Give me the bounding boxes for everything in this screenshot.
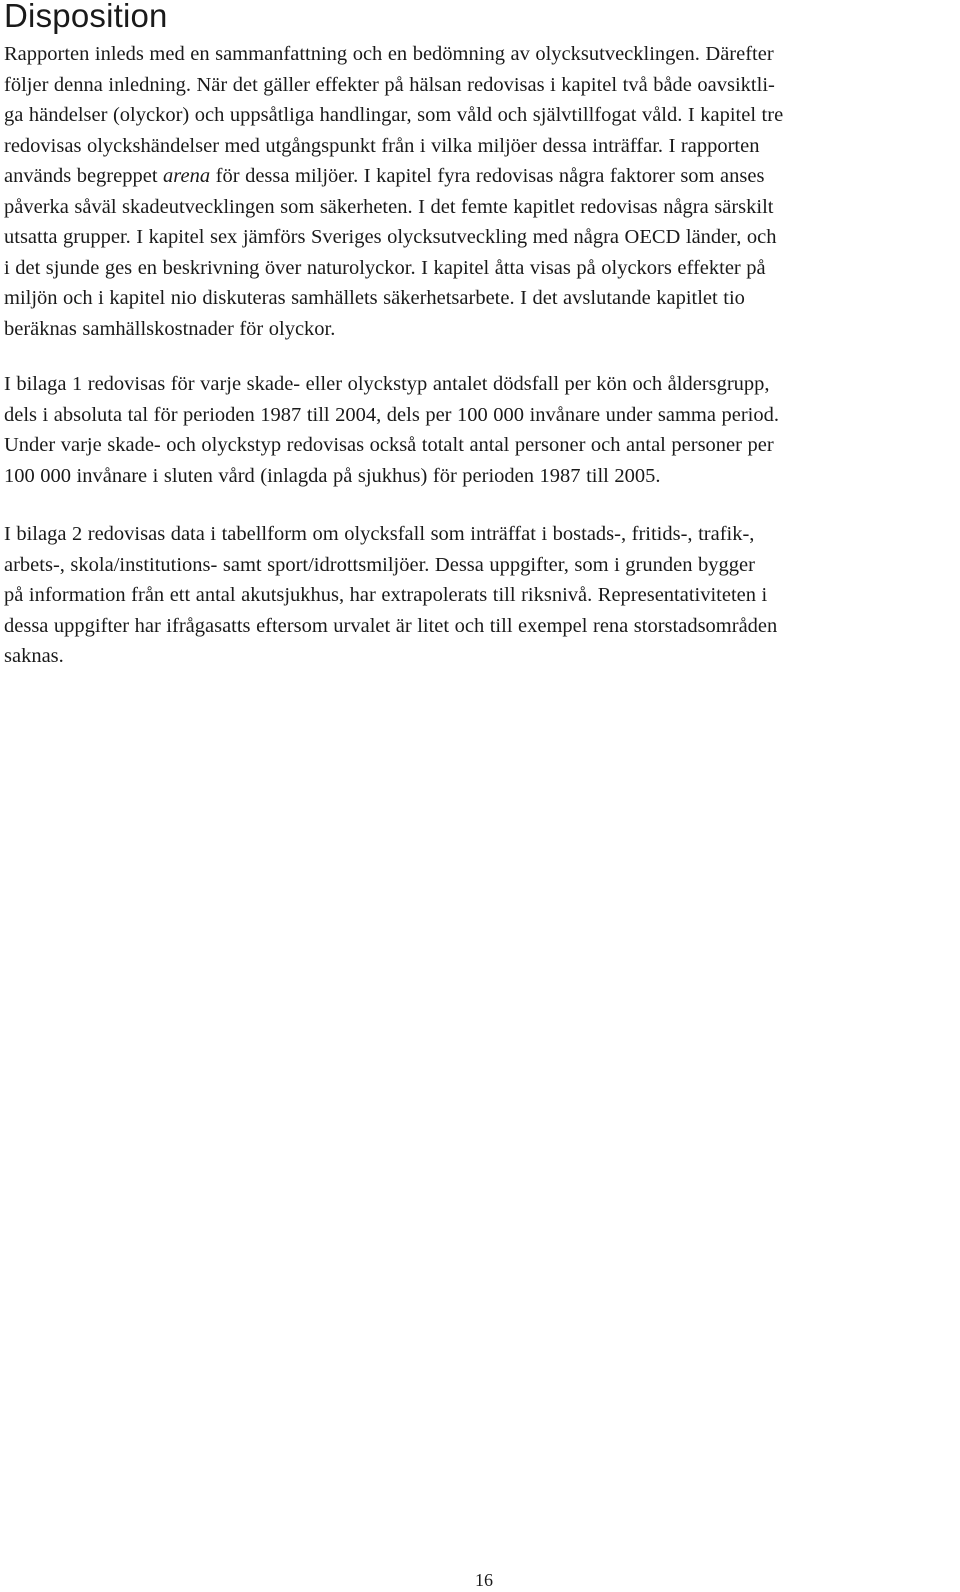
text-line: 100 000 invånare i sluten vård (inlagda på sjukhus) för perioden 1987 till 2005. [4,464,661,487]
text-segment: används begreppet [4,165,164,187]
text-line: dessa uppgifter har ifrågasatts eftersom urvalet är litet och till exempel rena storstadsområden [4,614,778,637]
text-line: redovisas olyckshändelser med utgångspunkt från i vilka miljöer dessa inträffar. I rapporten [4,134,760,157]
text-line: utsatta grupper. I kapitel sex jämförs Sveriges olycksutveckling med några OECD länder, och [4,226,777,248]
text-line: Rapporten inleds med en sammanfattning och en bedömning av olycksutvecklingen. Därefter [4,43,774,65]
text-line: arbets-, skola/institutions- samt sport/idrottsmiljöer. Dessa uppgifter, som i grunden bygger [4,553,755,576]
text-line: I bilaga 2 redovisas data i tabellform om olycksfall som inträffat i bostads-, fritids-, trafik-, [4,523,755,545]
text-line: miljön och i kapitel nio diskuteras samhällets säkerhetsarbete. I det avslutande kapitlet tio [4,287,745,309]
text-line: i det sjunde ges en beskrivning över naturolyckor. I kapitel åtta visas på olyckors effekter på [4,256,766,279]
text-line: följer denna inledning. När det gäller effekter på hälsan redovisas i kapitel två både oavsiktli- [4,73,775,96]
text-line: Under varje skade- och olyckstyp redovisas också totalt antal personer och antal personer per [4,434,774,456]
paragraph-appendix-2 [4,519,944,672]
text-line: dels i absoluta tal för perioden 1987 till 2004, dels per 100 000 invånare under samma period. [4,403,779,426]
page-number: 16 [475,1570,493,1590]
paragraph-appendix-1 [4,369,944,491]
text-line: I bilaga 1 redovisas för varje skade- eller olyckstyp antalet dödsfall per kön och åldersgrupp, [4,373,770,395]
emphasized-term: arena [163,165,211,187]
text-line: ga händelser (olyckor) och uppsåtliga handlingar, som våld och självtillfogat våld. I kapitel tre [4,104,784,126]
section-heading: Disposition [4,0,168,34]
text-line: saknas. [4,645,64,667]
text-line [4,161,944,192]
text-line: beräknas samhällskostnader för olyckor. [4,317,336,340]
paragraph-disposition-overview [4,39,944,344]
text-line: påverka såväl skadeutvecklingen som säkerheten. I det femte kapitlet redovisas några särskilt [4,195,774,218]
text-line: på information från ett antal akutsjukhus, har extrapolerats till riksnivå. Representativiteten i [4,584,768,606]
text-segment: för dessa miljöer. I kapitel fyra redovisas några faktorer som anses [210,165,765,187]
